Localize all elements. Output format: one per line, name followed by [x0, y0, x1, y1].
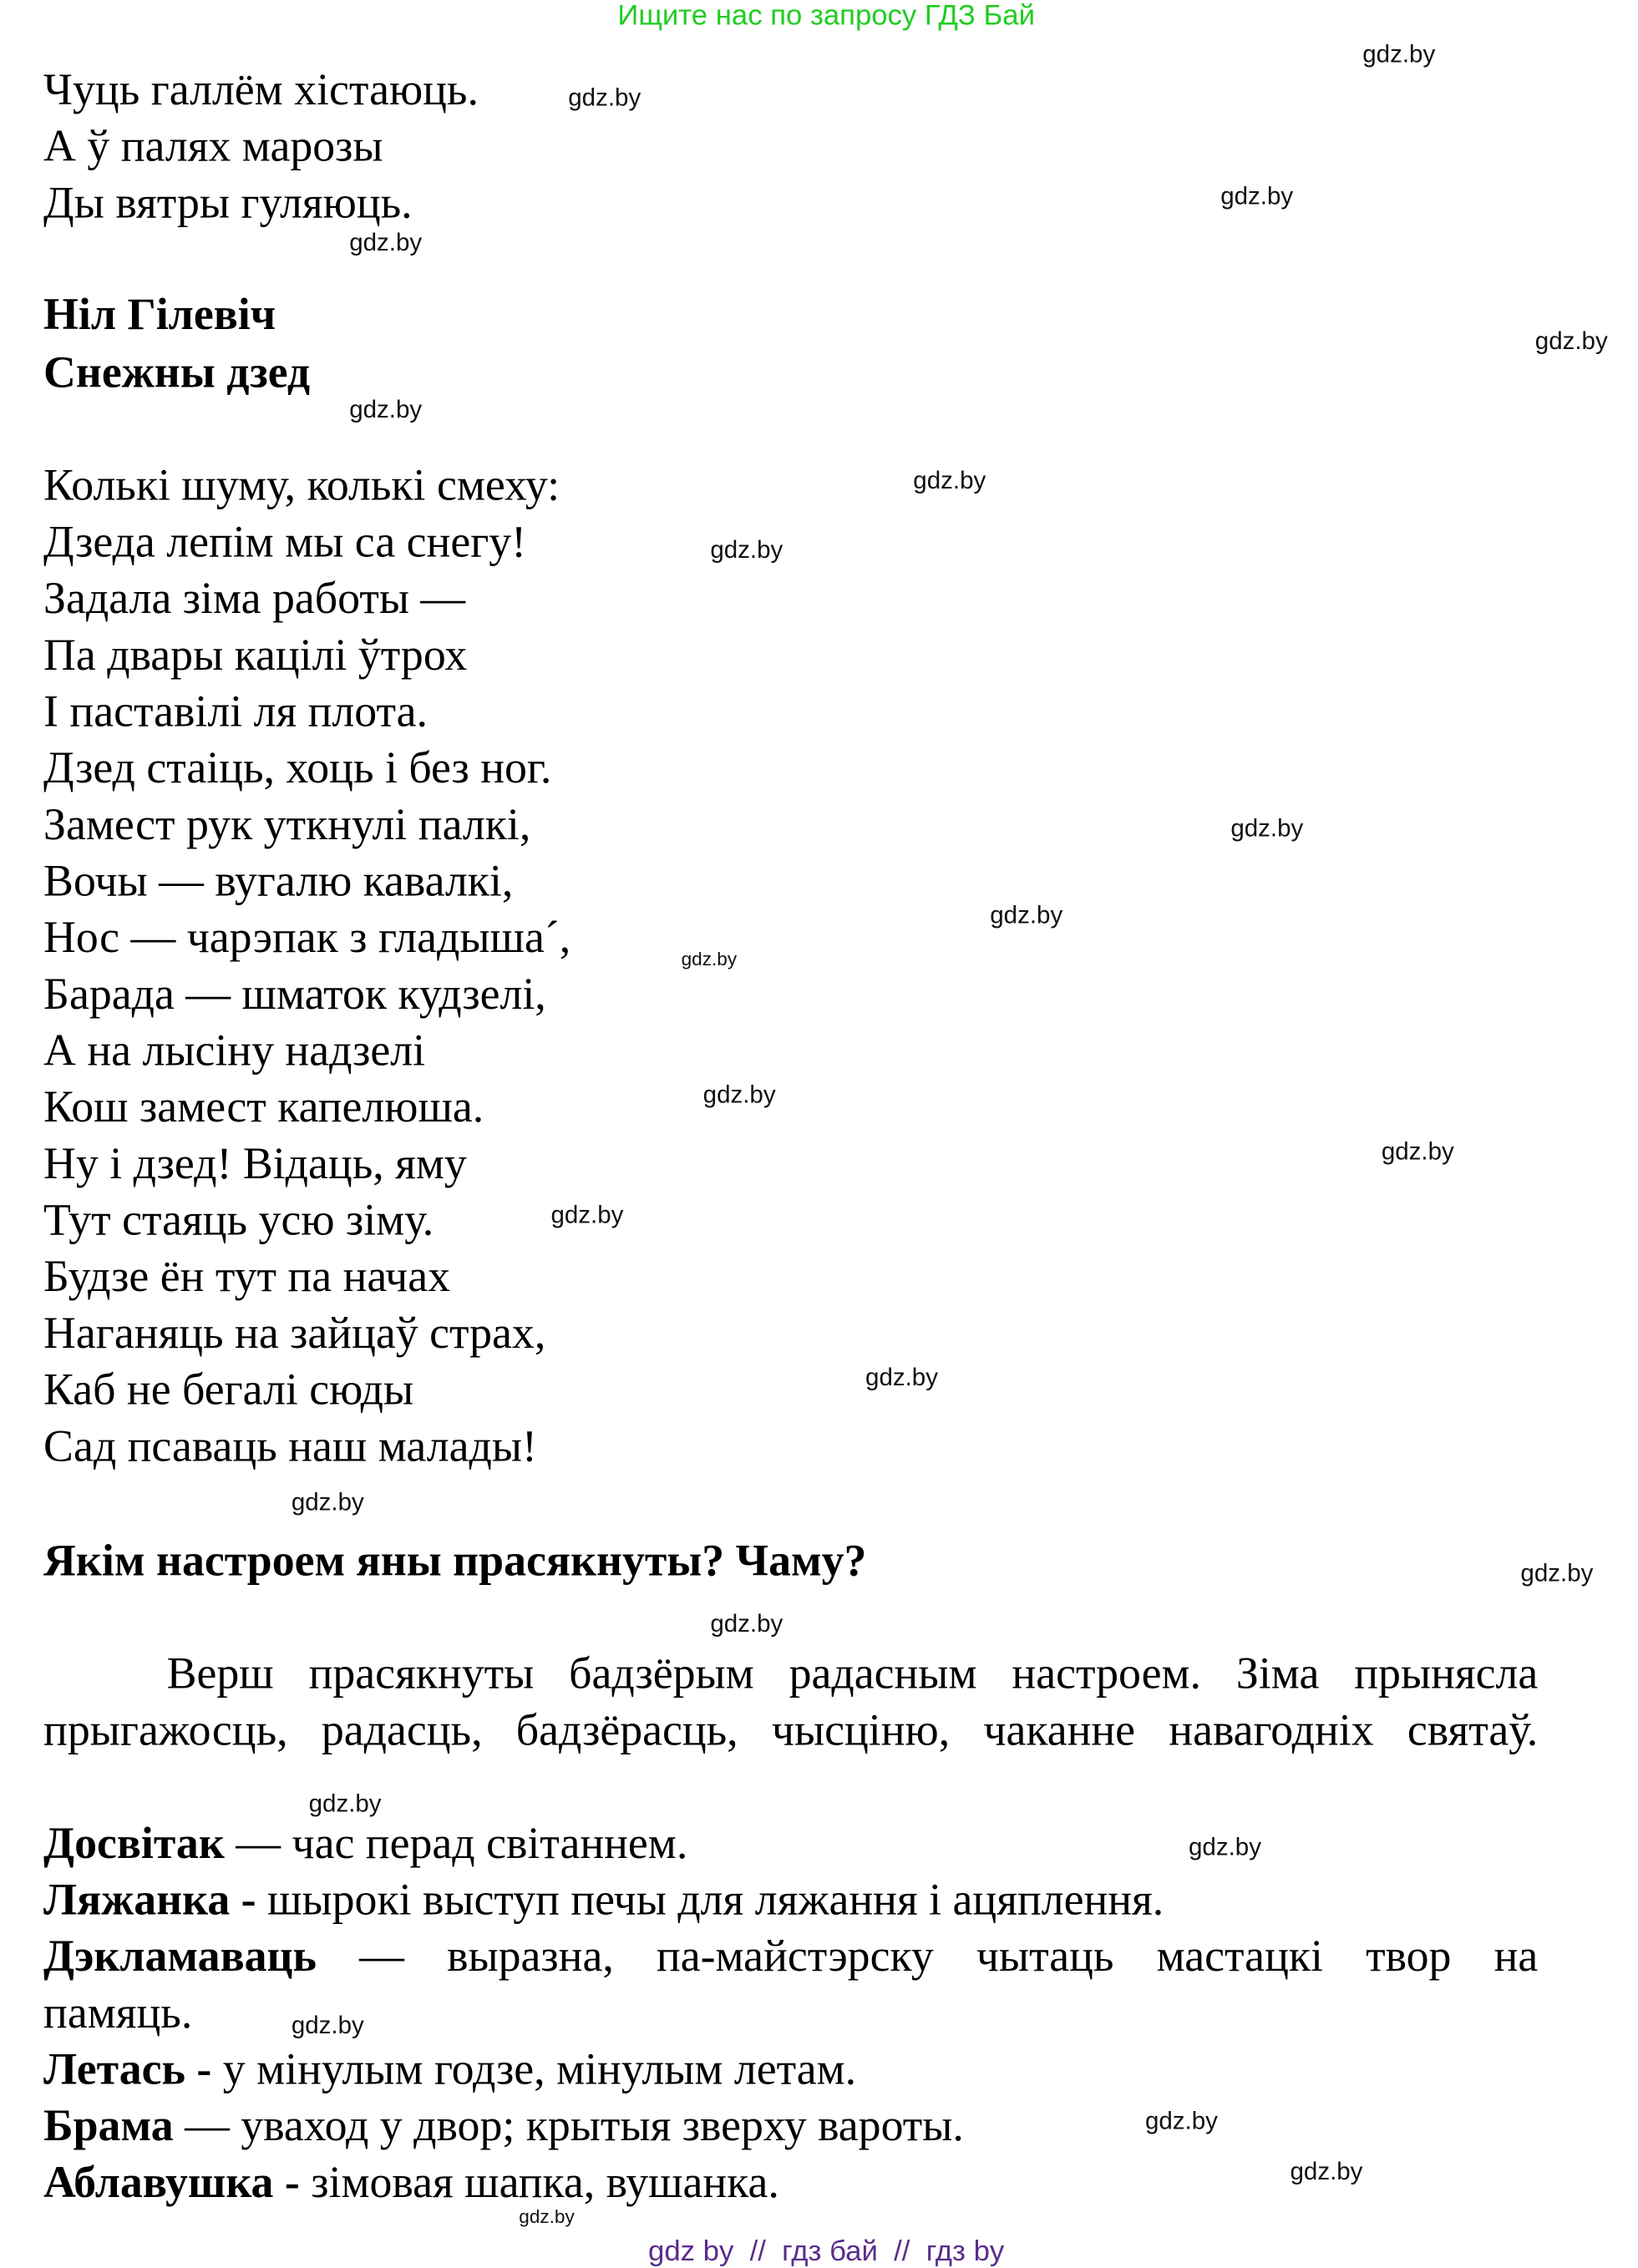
poem-line: Ды вятры гуляюць. — [43, 176, 413, 228]
watermark: gdz.by — [990, 901, 1063, 929]
watermark: gdz.by — [681, 947, 738, 969]
question-heading: Якім настроем яны прасякнуты? Чаму? — [43, 1534, 867, 1586]
poem-title: Снежны дзед — [43, 346, 311, 397]
poem-line: Вочы — вугалю кавалкі, — [43, 854, 514, 906]
footer-links[interactable]: gdz by // гдз бай // гдз by — [648, 2235, 1005, 2268]
poem-line: Замест рук уткнулі палкі, — [43, 798, 531, 849]
watermark: gdz.by — [913, 466, 986, 494]
poem-line: Дзед стаіць, хоць і без ног. — [43, 742, 552, 793]
glossary-definition: шырокі выступ печы для ляжання і ацяплення. — [256, 1873, 1164, 1925]
glossary-term: Летась - — [43, 2043, 212, 2094]
poem-line: Нос — чарэпак з гладыша´, — [43, 911, 571, 963]
glossary-term: Досвітак — [43, 1817, 225, 1868]
poem-line: Будзе ён тут па начах — [43, 1250, 450, 1302]
watermark: gdz.by — [1144, 2107, 1218, 2135]
watermark: gdz.by — [291, 2011, 364, 2039]
poem-line: Задала зіма работы — — [43, 572, 466, 624]
poem-line: Колькі шуму, колькі смеху: — [43, 459, 560, 510]
watermark: gdz.by — [349, 229, 423, 257]
glossary-term: Ляжанка - — [43, 1873, 256, 1925]
poem-line: Чуць галлём хістаюць. — [43, 63, 479, 115]
glossary-item — [43, 1817, 688, 1868]
watermark: gdz.by — [349, 395, 423, 423]
author-name: Ніл Гілевіч — [43, 288, 276, 340]
glossary-definition: у мінулым годзе, мінулым летам. — [211, 2043, 857, 2094]
glossary-definition: — уваход у двор; крытыя зверху вароты. — [173, 2099, 964, 2151]
poem-line: Барада — шматок кудзелі, — [43, 968, 546, 1019]
glossary-item — [43, 2043, 857, 2094]
watermark: gdz.by — [1290, 2158, 1363, 2185]
watermark: gdz.by — [550, 1201, 624, 1229]
glossary-continuation: памяць. — [43, 1987, 193, 2038]
poem-line: Наганяць на зайцаў страх, — [43, 1307, 546, 1359]
glossary-item — [43, 1930, 1539, 1982]
glossary-term: Дэкламаваць — [43, 1930, 317, 1982]
poem-line: Дзеда лепім мы са снегу! — [43, 515, 527, 567]
glossary-definition: — выразна, па-майстэрску чытаць мастацкі твор на — [316, 1930, 1539, 1982]
answer-line: прыгажосць, радасць, бадзёрасць, чысціню, чаканне навагодніх святаў. — [43, 1704, 1539, 1755]
watermark: gdz.by — [710, 1610, 784, 1638]
glossary-item — [43, 2099, 964, 2151]
watermark: gdz.by — [291, 1488, 364, 1516]
header-banner[interactable]: Ищите нас по запросу ГДЗ Бай — [617, 0, 1035, 33]
watermark: gdz.by — [1534, 327, 1608, 356]
glossary-definition: зімовая шапка, вушанка. — [299, 2156, 779, 2208]
glossary-item — [43, 1873, 1164, 1925]
watermark: gdz.by — [1230, 814, 1304, 843]
watermark: gdz.by — [568, 84, 642, 112]
watermark: gdz.by — [865, 1364, 938, 1391]
poem-line: Тут стаяць усю зіму. — [43, 1193, 434, 1245]
watermark: gdz.by — [1520, 1559, 1594, 1587]
poem-line: А на лысіну надзелі — [43, 1024, 426, 1076]
watermark: gdz.by — [1362, 40, 1436, 68]
glossary-term: Аблавушка - — [43, 2156, 300, 2208]
watermark: gdz.by — [308, 1790, 382, 1818]
glossary-definition: — час перад світаннем. — [224, 1817, 688, 1868]
poem-line: А ў палях марозы — [43, 120, 383, 171]
poem-line: Кош замест капелюша. — [43, 1081, 484, 1132]
watermark: gdz.by — [1220, 182, 1294, 210]
poem-line: Па двары кацілі ўтрох — [43, 629, 468, 680]
answer-line: Верш прасякнуты бадзёрым радасным настроем. Зіма прынясла — [166, 1648, 1539, 1698]
watermark: gdz.by — [1381, 1137, 1454, 1166]
poem-line: Ну і дзед! Відаць, яму — [43, 1137, 467, 1189]
watermark: gdz.by — [519, 2205, 575, 2228]
glossary-term: Брама — [43, 2099, 174, 2151]
poem-line: І паставілі ля плота. — [43, 685, 428, 737]
glossary-item — [43, 2156, 779, 2208]
watermark: gdz.by — [1189, 1833, 1261, 1861]
poem-line: Сад псаваць наш малады! — [43, 1420, 537, 1471]
poem-line: Каб не бегалі сюды — [43, 1364, 414, 1415]
watermark: gdz.by — [702, 1081, 776, 1109]
watermark: gdz.by — [710, 536, 784, 564]
